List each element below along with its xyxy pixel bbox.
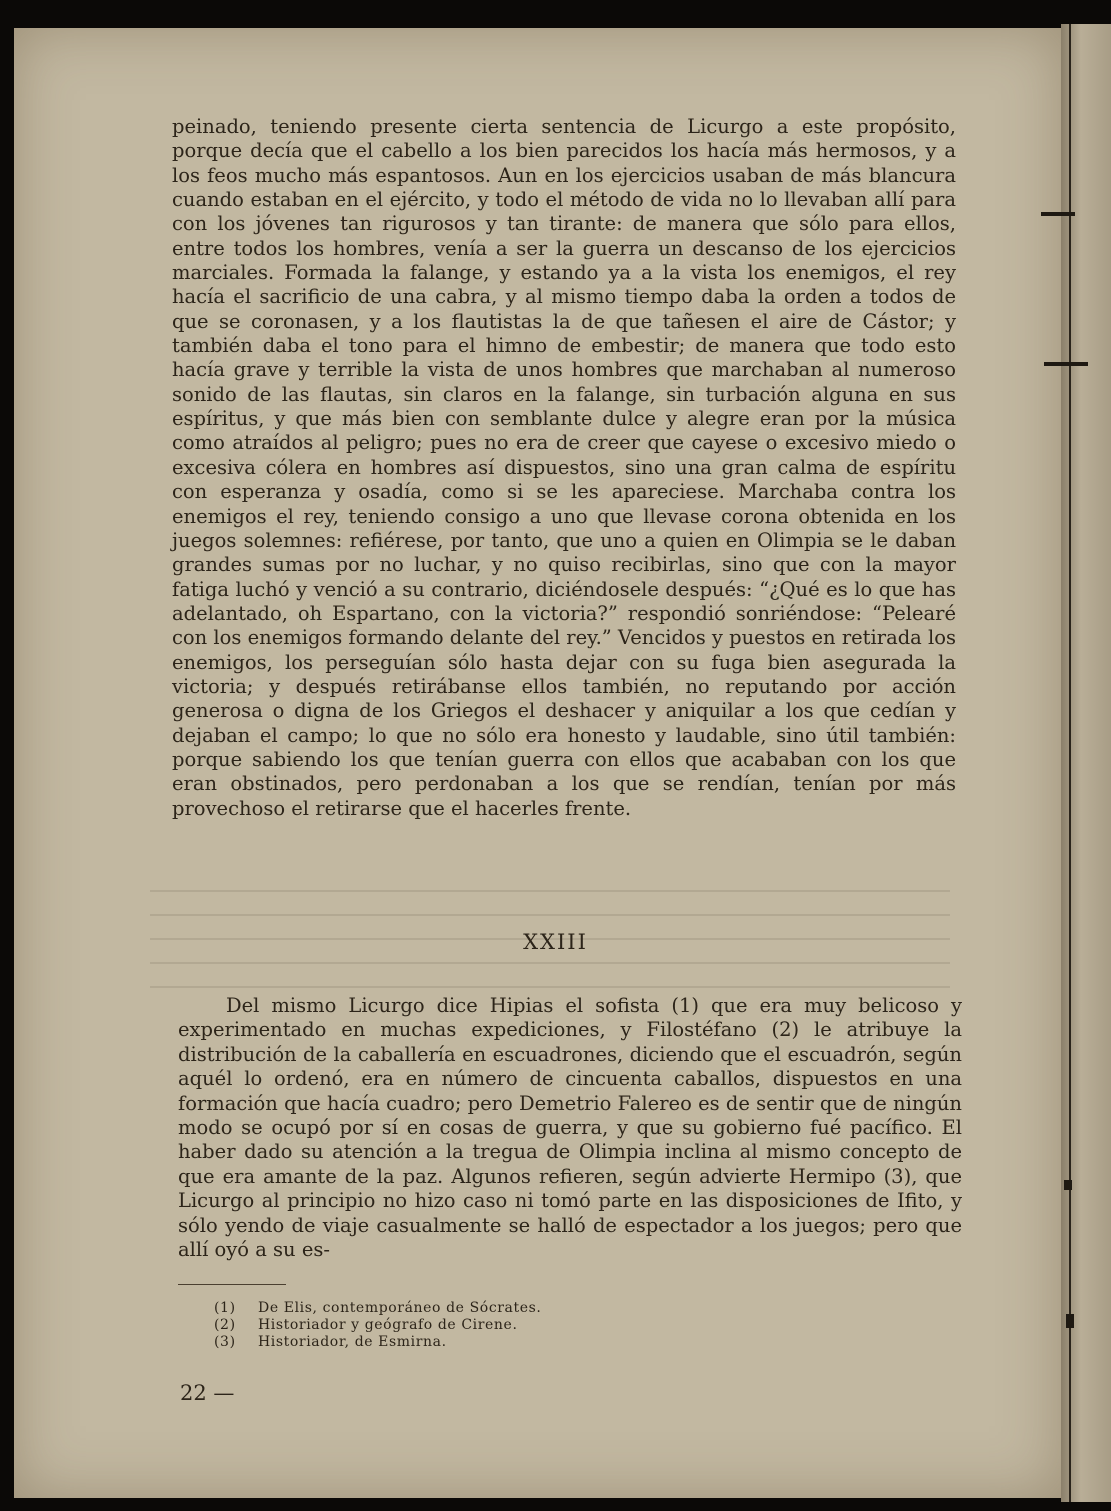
footnote-text: Historiador, de Esmirna. (258, 1334, 447, 1350)
next-page-edge (1061, 24, 1111, 1502)
footnote-text: De Elis, contemporáneo de Sócrates. (258, 1300, 542, 1316)
page-fold-line (1069, 24, 1071, 1502)
footnote-text: Historiador y geógrafo de Cirene. (258, 1317, 518, 1333)
binding-mark (1044, 362, 1088, 366)
footnote (214, 1317, 541, 1334)
chapter-paragraph: Del mismo Licurgo dice Hipias el sofista (1) que era muy belicoso y experimentado en muchas expediciones, y Filostéfano (2) le atribuye la distribución de la caballería en escuadrones, diciendo que el escuadrón, según aquél lo ordenó, era en número de cincuenta caballos, dispuestos en una formación que hacía cuadro; pero Demetrio Falereo es de sentir que de ningún modo se ocupó por sí en cosas de guerra, y que su gobierno fué pacífico. El haber dado su atención a la tregua de Olimpia inclina al mismo concepto de que era amante de la paz. Algunos refieren, según advierte Hermipo (3), que Licurgo al principio no hizo caso ni tomó parte en las disposiciones de Ifito, y sólo yendo de viaje casualmente se halló de espectador a los juegos; pero que allí oyó a su es- (178, 994, 962, 1262)
footnote-rule (178, 1284, 286, 1285)
binding-mark (1064, 1180, 1072, 1190)
chapter-heading: XXIII (523, 930, 588, 954)
footnotes (214, 1300, 541, 1351)
page-number: 22 — (180, 1381, 235, 1405)
binding-mark (1066, 1314, 1074, 1328)
footnote (214, 1300, 541, 1317)
footnote-number: (2) (214, 1317, 236, 1333)
footnote (214, 1334, 541, 1351)
footnote-number: (1) (214, 1300, 236, 1316)
footnote-number: (3) (214, 1334, 236, 1350)
binding-mark (1041, 212, 1075, 216)
main-paragraph: peinado, teniendo presente cierta sentencia de Licurgo a este propósito, porque decía que el cabello a los bien parecidos los hacía más hermosos, y a los feos mucho más espantosos. Aun en los ejercicios usaban de más blancura cuando estaban en el ejército, y todo el método de vida no lo llevaban allí para con los jóvenes tan rigurosos y tan tirante: de manera que sólo para ellos, entre todos los hombres, venía a ser la guerra un descanso de los ejercicios marciales. Formada la falange, y estando ya a la vista los enemigos, el rey hacía el sacrificio de una cabra, y al mismo tiempo daba la orden a todos de que se coronasen, y a los flautistas la de que tañesen el aire de Cástor; y también daba el tono para el himno de embestir; de manera que todo esto hacía grave y terrible la vista de unos hombres que marchaban al numeroso sonido de las flautas, sin claros en la falange, sin turbación alguna en sus espíritus, y que más bien con semblante dulce y alegre eran por la música como atraídos al peligro; pues no era de creer que cayese o excesivo miedo o excesiva cólera en hombres así dispuestos, sino una gran calma de espíritu con esperanza y osadía, como si se les apareciese. Marchaba contra los enemigos el rey, teniendo consigo a uno que llevase corona obtenida en los juegos solemnes: refiérese, por tanto, que uno a quien en Olimpia se le daban grandes sumas por no luchar, y no quiso recibirlas, sino que con la mayor fatiga luchó y venció a su contrario, diciéndosele después: “¿Qué es lo que has adelantado, oh Espartano, con la victoria?” respondió sonriéndose: “Pelearé con los enemigos formando delante del rey.” Vencidos y puestos en retirada los enemigos, los perseguían sólo hasta dejar con su fuga bien asegurada la victoria; y después retirábanse ellos también, no reputando por acción generosa o digna de los Griegos el deshacer y aniquilar a los que cedían y dejaban el campo; lo que no sólo era honesto y laudable, sino útil también: porque sabiendo los que tenían guerra con ellos que acababan con los que eran obstinados, pero perdonaban a los que se rendían, tenían por más provechoso el retirarse que el hacerles frente. (172, 115, 956, 820)
